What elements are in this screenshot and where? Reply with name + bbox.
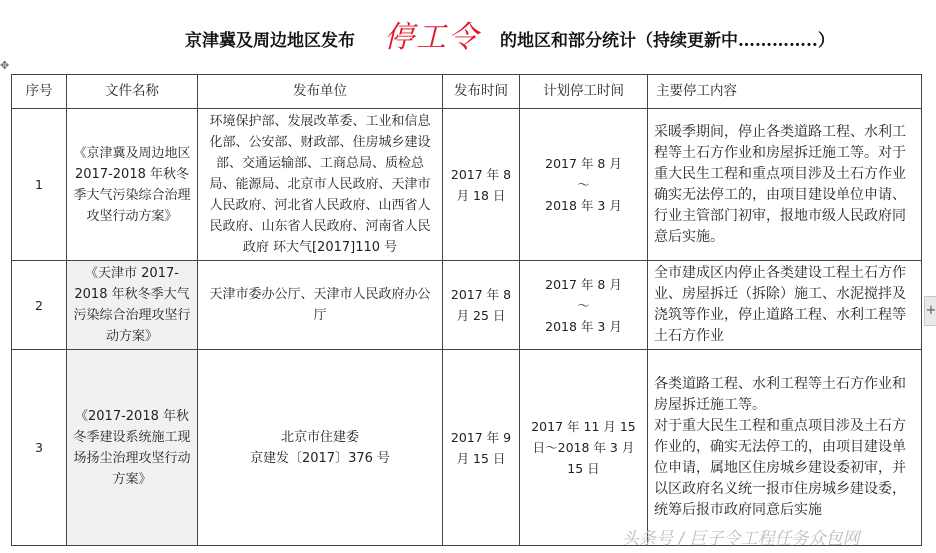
row-content: 采暖季期间，停止各类道路工程、水利工程等土石方作业和房屋拆迁施工等。对于重大民生工程和重点项目涉及土石方作业确实无法停工的，由项目建设单位申请、行业主管部门初审，报地市级人民政府同意后实施。 [648,109,922,261]
row-publisher: 天津市委办公厅、天津市人民政府办公厅 [198,261,443,350]
row-file-name: 《2017-2018 年秋冬季建设系统施工现场扬尘治理攻坚行动方案》 [67,350,198,546]
row-no: 1 [12,109,67,261]
plan-sep: ～ [577,177,590,192]
row-publisher [198,350,443,546]
title-part-2: 的地区和部分统计（持续更新中…………..） [500,31,835,51]
page-title [0,8,936,60]
header-content: 主要停工内容 [648,75,922,109]
row-no: 3 [12,350,67,546]
row-no: 2 [12,261,67,350]
table-row [12,350,922,546]
row-publisher: 环境保护部、发展改革委、工业和信息化部、公安部、财政部、住房城乡建设部、交通运输部、工商总局、质检总局、能源局、北京市人民政府、天津市人民政府、河北省人民政府、山西省人民政府、山东省人民政府、河南省人民政府 环大气[2017]110 号 [198,109,443,261]
header-plan: 计划停工时间 [520,75,648,109]
header-date: 发布时间 [443,75,520,109]
row-plan [520,109,648,261]
row-plan: 2017 年 11 月 15 日～2018 年 3 月 15 日 [520,350,648,546]
table-header-row [12,75,922,109]
header-publisher: 发布单位 [198,75,443,109]
stop-work-table [11,74,922,546]
header-name: 文件名称 [67,75,198,109]
row-file-name: 《京津冀及周边地区 2017-2018 年秋冬季大气污染综合治理攻坚行动方案》 [67,109,198,261]
publisher-name: 北京市住建委 [280,429,359,445]
publisher-doc-no: 京建发〔2017〕376 号 [249,450,391,466]
plan-start: 2017 年 8 月 [545,276,622,292]
row-plan [520,261,648,350]
table-row [12,261,922,350]
watermark: 头条号 / 巨子令工程任务众包网 [622,529,860,549]
table-row [12,109,922,261]
row-content: 全市建成区内停止各类建设工程土石方作业、房屋拆迁（拆除）施工、水泥搅拌及浇筑等作业，停止道路工程、水利工程等土石方作业 [648,261,922,350]
title-part-1: 京津冀及周边地区发布 [185,31,355,51]
plan-start: 2017 年 8 月 [545,156,622,171]
side-expand-plus-icon[interactable]: + [924,296,936,326]
row-file-name: 《天津市 2017-2018 年秋冬季大气污染综合治理攻坚行动方案》 [67,261,198,350]
table-move-handle-icon[interactable]: ✥ [0,59,10,72]
plan-sep: ～ [577,297,590,313]
row-date: 2017 年 8 月 25 日 [443,261,520,350]
content-paragraph-1: 各类道路工程、水利工程等土石方作业和房屋拆迁施工等。 [654,376,906,413]
row-content [648,350,922,546]
plan-end: 2018 年 3 月 [545,318,622,334]
plan-end: 2018 年 3 月 [545,198,622,213]
title-emphasis: 停工令 [384,20,480,55]
row-date: 2017 年 8 月 18 日 [443,109,520,261]
content-paragraph-2: 对于重大民生工程和重点项目涉及土石方作业的，确实无法停工的，由项目建设单位申请，属地区住房城乡建设委初审，并以区政府名义统一报市住房城乡建设委，统筹后报市政府同意后实施 [654,418,906,518]
header-no: 序号 [12,75,67,109]
row-date: 2017 年 9 月 15 日 [443,350,520,546]
